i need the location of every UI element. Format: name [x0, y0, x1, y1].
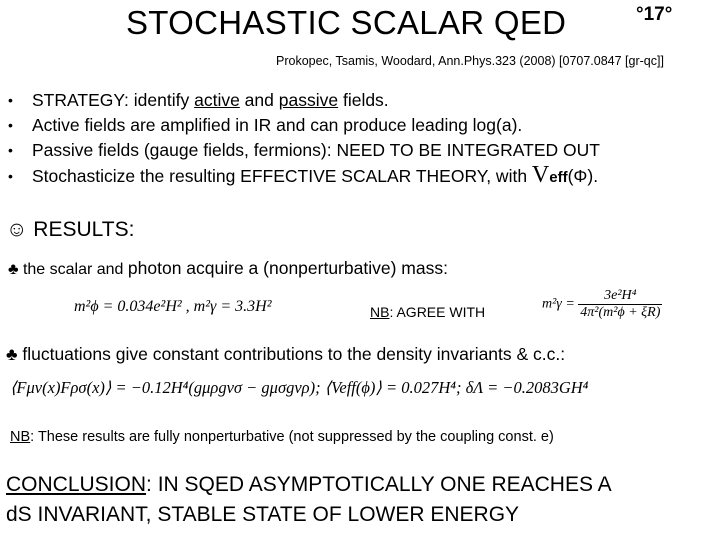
bullet-marker: • [8, 92, 13, 108]
nb-agree-text: : AGREE WITH [389, 304, 486, 320]
bullet-stochasticize-text: Stochasticize the resulting EFFECTIVE SCALAR THEORY, with [32, 166, 532, 186]
bullet-marker: • [8, 142, 13, 158]
nb-agree-label: NB [370, 304, 390, 320]
conclusion-line-1 [6, 470, 612, 500]
veff-symbol: V [531, 162, 550, 188]
slide-number: °17° [636, 4, 673, 25]
conclusion-line-2: dS INVARIANT, STABLE STATE OF LOWER ENERGY [6, 503, 520, 526]
bullet-stochasticize [8, 163, 600, 190]
bullet-active-fields-text: Active fields are amplified in IR and can produce leading log(a). [32, 115, 523, 135]
results-mass-line-b: photon acquire a (nonperturbative) mass: [127, 258, 448, 278]
fraction-denominator: 4π²(m²ϕ + ξR) [580, 305, 661, 320]
bullet-active-fields [8, 113, 600, 138]
veff-subscript: eff [549, 169, 568, 186]
bullet-strategy-prefix: STRATEGY: identify [32, 90, 195, 110]
reference-citation: Prokopec, Tsamis, Woodard, Ann.Phys.323 (2008) [0707.0847 [gr-qc]] [276, 54, 664, 68]
veff-argument: (Φ). [567, 166, 599, 186]
nb-agree-note [370, 304, 485, 320]
bullet-passive-fields [8, 138, 600, 163]
bullet-strategy [8, 88, 600, 113]
results-heading: ☺ RESULTS: [6, 218, 135, 241]
conclusion-label: CONCLUSION [6, 473, 147, 496]
bullet-strategy-passive: passive [278, 90, 339, 110]
bullet-strategy-active: active [194, 90, 240, 110]
conclusion-block [6, 470, 612, 530]
equation-masses: m²ϕ = 0.034e²H² , m²γ = 3.3H² [74, 298, 272, 315]
conclusion-line-1-text: : IN SQED ASYMPTOTICALLY ONE REACHES A [146, 473, 612, 496]
results-mass-line-a: ♣ the scalar and [8, 261, 128, 278]
bullet-marker: • [8, 117, 13, 133]
bullet-marker: • [8, 168, 13, 184]
bullet-passive-fields-text: Passive fields (gauge fields, fermions): NEED TO BE INTEGRATED OUT [32, 140, 600, 160]
bullet-strategy-suffix: fields. [338, 90, 389, 110]
nb-nonperturbative-note [10, 429, 554, 445]
nb-nonperturbative-text: : These results are fully nonperturbative (not suppressed by the coupling const. e) [30, 429, 554, 445]
equation-photon-mass [542, 288, 662, 321]
results-mass-line [8, 258, 448, 279]
equation-photon-mass-fraction [578, 288, 662, 321]
fraction-numerator: 3e²H⁴ [578, 288, 662, 305]
nb-nonperturbative-label: NB [10, 429, 31, 445]
equation-photon-mass-lhs: m²γ = [542, 296, 575, 312]
bullet-strategy-and: and [239, 90, 279, 110]
slide-title: STOCHASTIC SCALAR QED [126, 4, 567, 41]
equation-invariants: ⟨Fμν(x)Fρσ(x)⟩ = −0.12H⁴(gμρgνσ − gμσgνρ); ⟨Veff(ϕ)⟩ = 0.027H⁴; δΛ = −0.2083GH⁴ [10, 378, 589, 397]
strategy-bullet-list [8, 88, 600, 190]
results-fluctuation-line: ♣ fluctuations give constant contributions to the density invariants & c.c.: [6, 344, 566, 364]
